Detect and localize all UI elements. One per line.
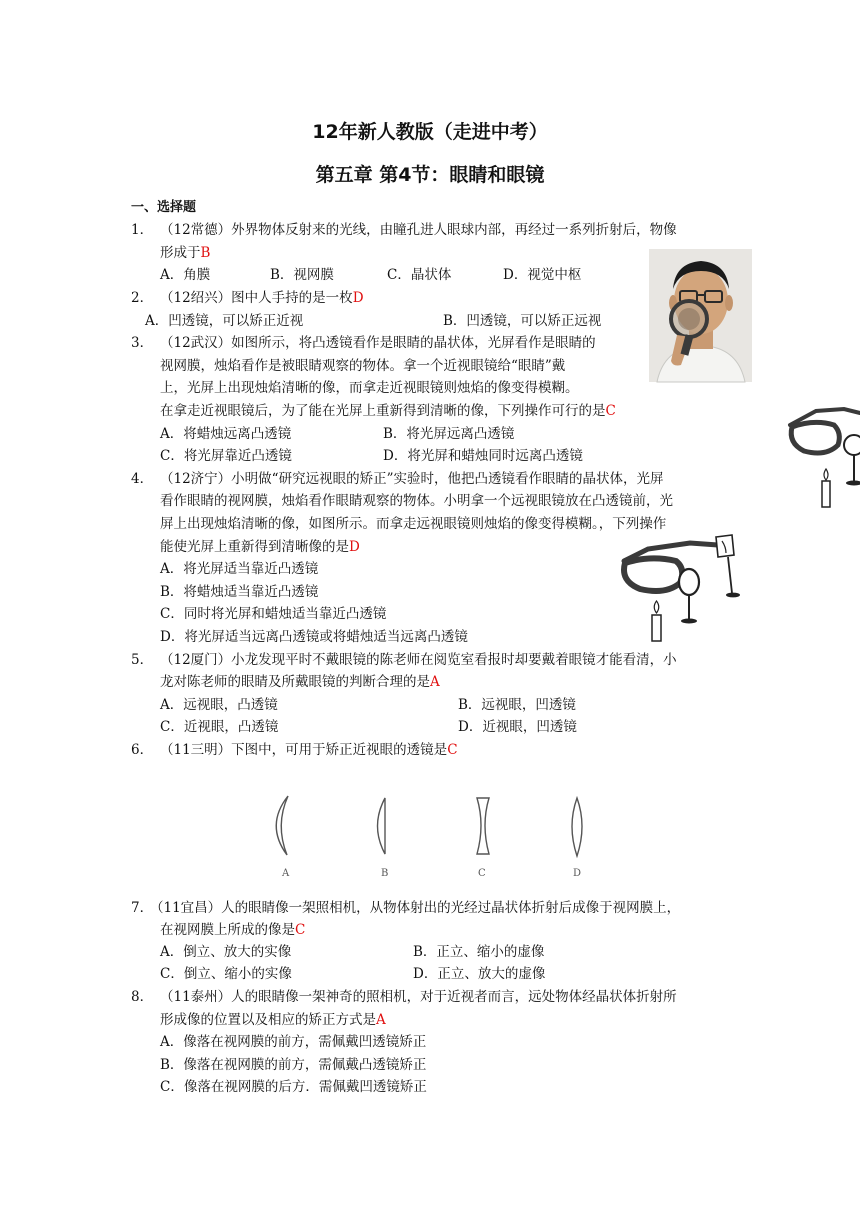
chapter-title: 第五章 第4节：眼睛和眼镜	[315, 164, 545, 186]
answer-mark: C	[295, 922, 306, 938]
option: C．晶状体	[387, 267, 452, 283]
answer-mark: D	[352, 290, 364, 306]
option: B．将光屏远离凸透镜	[383, 426, 515, 442]
myopia-glasses-experiment-figure	[786, 405, 860, 510]
lens-b-shape	[378, 798, 386, 854]
lens-d-shape	[572, 798, 582, 856]
option: B．视网膜	[270, 267, 334, 283]
question-number: 5．	[131, 652, 154, 668]
question-stem-line: 看作眼睛的视网膜，烛焰看作眼睛观察的物体。小明拿一个远视眼镜放在凸透镜前，光	[160, 493, 673, 509]
answer-mark: C	[605, 403, 616, 419]
option: A．倒立、放大的实像	[160, 944, 292, 960]
option: D．将光屏适当远离凸透镜或将蜡烛适当远离凸透镜	[160, 629, 468, 645]
question-stem-line: （12济宁）小明做“研究远视眼的矫正”实验时，他把凸透镜看作眼睛的晶状体，光屏	[160, 471, 664, 487]
option: B．凹透镜，可以矫正远视	[443, 313, 602, 329]
question-number: 6．	[131, 742, 154, 758]
question-stem-line: （11三明）下图中，可用于矫正近视眼的透镜是C	[160, 742, 458, 758]
question-stem-line: （12绍兴）图中人手持的是一枚D	[160, 290, 364, 306]
question-number: 3．	[131, 335, 154, 351]
option: A．角膜	[160, 267, 211, 283]
question-number: 7．	[131, 900, 154, 916]
option: D．将光屏和蜡烛同时远离凸透镜	[383, 448, 583, 464]
question-stem-line: （12厦门）小龙发现平时不戴眼镜的陈老师在阅览室看报时却要戴着眼镜才能看清，小	[160, 652, 677, 668]
option: A．远视眼，凸透镜	[160, 697, 278, 713]
hyperopia-glasses-experiment-figure	[620, 535, 755, 643]
option: B．像落在视网膜的前方，需佩戴凸透镜矫正	[160, 1057, 427, 1073]
lens-label: D	[573, 868, 582, 879]
question-number: 2．	[131, 290, 154, 306]
option: C．像落在视网膜的后方．需佩戴凹透镜矫正	[160, 1079, 427, 1095]
option: A．将光屏适当靠近凸透镜	[160, 561, 319, 577]
question-stem-line: 龙对陈老师的眼睛及所戴眼镜的判断合理的是A	[160, 674, 440, 690]
question-stem-line: 上，光屏上出现烛焰清晰的像，而拿走近视眼镜则烛焰的像变得模糊。	[160, 380, 579, 396]
person-with-lens-photo	[649, 249, 752, 382]
answer-mark: C	[447, 742, 458, 758]
question-stem-line: 视网膜，烛焰看作是被眼睛观察的物体。拿一个近视眼镜给“眼睛”戴	[160, 358, 566, 374]
question-stem-line: 屏上出现烛焰清晰的像，如图所示。而拿走远视眼镜则烛焰的像变得模糊。，下列操作	[160, 516, 667, 532]
page-title: 12年新人教版（走进中考）	[312, 121, 548, 143]
option: D．正立、放大的虚像	[413, 966, 546, 982]
question-stem-line: （12常德）外界物体反射来的光线，由瞳孔进人眼球内部，再经过一系列折射后，物像	[160, 222, 677, 238]
option: C．近视眼，凸透镜	[160, 719, 279, 735]
lens-c-shape	[477, 798, 489, 854]
option: B．将蜡烛适当靠近凸透镜	[160, 584, 319, 600]
option: C．将光屏靠近凸透镜	[160, 448, 292, 464]
lens-options-figure	[255, 792, 595, 882]
question-stem-line: 形成于B	[160, 245, 211, 261]
answer-mark: A	[376, 1012, 386, 1028]
question-number: 1．	[131, 222, 154, 238]
question-stem-line: （11泰州）人的眼睛像一架神奇的照相机，对于近视者而言，远处物体经晶状体折射所	[160, 989, 677, 1005]
option: D．近视眼，凹透镜	[458, 719, 577, 735]
question-stem-line: （12武汉）如图所示，将凸透镜看作是眼睛的晶状体，光屏看作是眼睛的	[160, 335, 596, 351]
question-stem-line: 在拿走近视眼镜后，为了能在光屏上重新得到清晰的像，下列操作可行的是C	[160, 403, 616, 419]
option: C．同时将光屏和蜡烛适当靠近凸透镜	[160, 606, 387, 622]
option: A．像落在视网膜的前方，需佩戴凹透镜矫正	[160, 1034, 427, 1050]
question-stem-line: （11宜昌）人的眼睛像一架照相机，从物体射出的光经过晶状体折射后成像于视网膜上，	[150, 900, 681, 916]
answer-mark: A	[430, 674, 440, 690]
lens-label: C	[478, 868, 486, 879]
question-stem-line: 能使光屏上重新得到清晰像的是D	[160, 539, 360, 555]
option: D．视觉中枢	[503, 267, 582, 283]
option: B．正立、缩小的虚像	[413, 944, 545, 960]
option: B．远视眼，凹透镜	[458, 697, 576, 713]
question-stem-line: 形成像的位置以及相应的矫正方式是A	[160, 1012, 386, 1028]
lens-a-shape	[276, 796, 288, 855]
question-number: 4．	[131, 471, 154, 487]
option: A．凹透镜，可以矫正近视	[145, 313, 304, 329]
lens-label: A	[282, 868, 290, 879]
question-stem-line: 在视网膜上所成的像是C	[160, 922, 306, 938]
answer-mark: D	[349, 539, 360, 555]
lens-label: B	[381, 868, 389, 879]
answer-mark: B	[200, 245, 211, 261]
option: C．倒立、缩小的实像	[160, 966, 292, 982]
section-heading: 一、选择题	[131, 200, 197, 215]
question-number: 8．	[131, 989, 154, 1005]
option: A．将蜡烛远离凸透镜	[160, 426, 292, 442]
